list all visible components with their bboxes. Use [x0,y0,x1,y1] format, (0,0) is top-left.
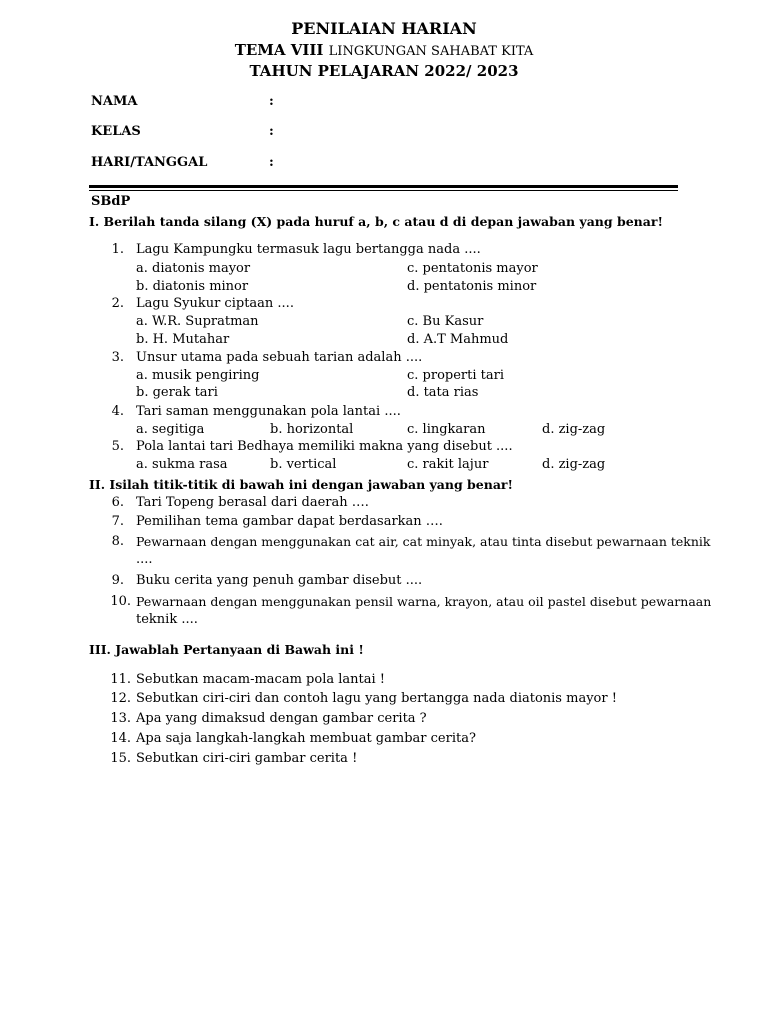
question-text: Buku cerita yang penuh gambar disebut .... [136,573,423,588]
option-c: c. pentatonis mayor [407,261,538,276]
label-hari-tanggal: HARI/TANGGAL [91,155,208,170]
question-text: Tari saman menggunakan pola lantai .... [136,404,401,419]
question-text: Sebutkan macam-macam pola lantai ! [136,672,386,687]
colon-nama: : [269,94,274,109]
title-line-1: PENILAIAN HARIAN [291,19,477,38]
option-a: a. sukma rasa [136,457,228,472]
question-number: 15. [110,751,131,766]
title-line-2 [0,41,768,59]
question-text-continuation: .... [136,552,153,567]
option-a: a. W.R. Supratman [136,314,259,329]
question-number: 10. [110,594,131,609]
divider-thin [89,190,678,191]
question-text: Pewarnaan dengan menggunakan cat air, cat minyak, atau tinta disebut pewarnaan teknik [136,534,711,549]
title-line-3: TAHUN PELAJARAN 2022/ 2023 [249,62,519,80]
option-d: d. zig-zag [542,457,606,472]
option-c: c. lingkaran [407,422,486,437]
question-number: 8. [111,534,124,549]
section-1-heading: I. Berilah tanda silang (X) pada huruf a, b, c atau d di depan jawaban yang benar! [89,214,663,229]
question-number: 9. [111,573,124,588]
option-a: a. musik pengiring [136,368,260,383]
option-a: a. segitiga [136,422,205,437]
question-text: Pemilihan tema gambar dapat berdasarkan …. [136,514,443,529]
option-b: b. gerak tari [136,385,218,400]
question-text: Lagu Kampungku termasuk lagu bertangga nada .... [136,242,481,257]
label-kelas: KELAS [91,124,141,139]
title-theme-number: TEMA VIII [234,41,324,59]
question-number: 11. [110,672,131,687]
question-text: Tari Topeng berasal dari daerah …. [136,495,369,510]
option-b: b. horizontal [270,422,354,437]
question-number: 12. [110,691,131,706]
option-b: b. H. Mutahar [136,332,230,347]
option-c: c. Bu Kasur [407,314,484,329]
option-d: d. pentatonis minor [407,279,537,294]
question-number: 13. [110,711,131,726]
question-text: Apa yang dimaksud dengan gambar cerita ? [136,711,427,726]
question-number: 5. [111,439,124,454]
colon-hari-tanggal: : [269,155,274,170]
option-b: b. diatonis minor [136,279,249,294]
question-text: Sebutkan ciri-ciri gambar cerita ! [136,751,358,766]
question-number: 14. [110,731,131,746]
section-3-heading: III. Jawablah Pertanyaan di Bawah ini ! [89,642,364,657]
option-c: c. properti tari [407,368,504,383]
option-b: b. vertical [270,457,337,472]
option-c: c. rakit lajur [407,457,489,472]
question-text: Pewarnaan dengan menggunakan pensil warna, krayon, atau oil pastel disebut pewarnaan [136,594,712,609]
option-d: d. zig-zag [542,422,606,437]
option-a: a. diatonis mayor [136,261,251,276]
question-number: 3. [111,350,124,365]
question-text: Sebutkan ciri-ciri dan contoh lagu yang bertangga nada diatonis mayor ! [136,691,617,706]
subject-label: SBdP [91,194,131,209]
option-d: d. A.T Mahmud [407,332,509,347]
question-text: Pola lantai tari Bedhaya memiliki makna yang disebut .... [136,439,513,454]
question-text-continuation: teknik .... [136,612,198,627]
question-number: 2. [111,296,124,311]
question-number: 1. [111,242,124,257]
question-number: 6. [111,495,124,510]
section-2-heading: II. Isilah titik-titik di bawah ini dengan jawaban yang benar! [89,477,513,492]
option-d: d. tata rias [407,385,479,400]
divider-thick [89,185,678,188]
question-number: 4. [111,404,124,419]
colon-kelas: : [269,124,274,139]
question-number: 7. [111,514,124,529]
title-theme-name: LINGKUNGAN SAHABAT KITA [328,44,534,59]
label-nama: NAMA [91,94,138,109]
question-text: Apa saja langkah-langkah membuat gambar cerita? [136,731,476,746]
question-text: Unsur utama pada sebuah tarian adalah .... [136,350,423,365]
question-text: Lagu Syukur ciptaan .... [136,296,294,311]
